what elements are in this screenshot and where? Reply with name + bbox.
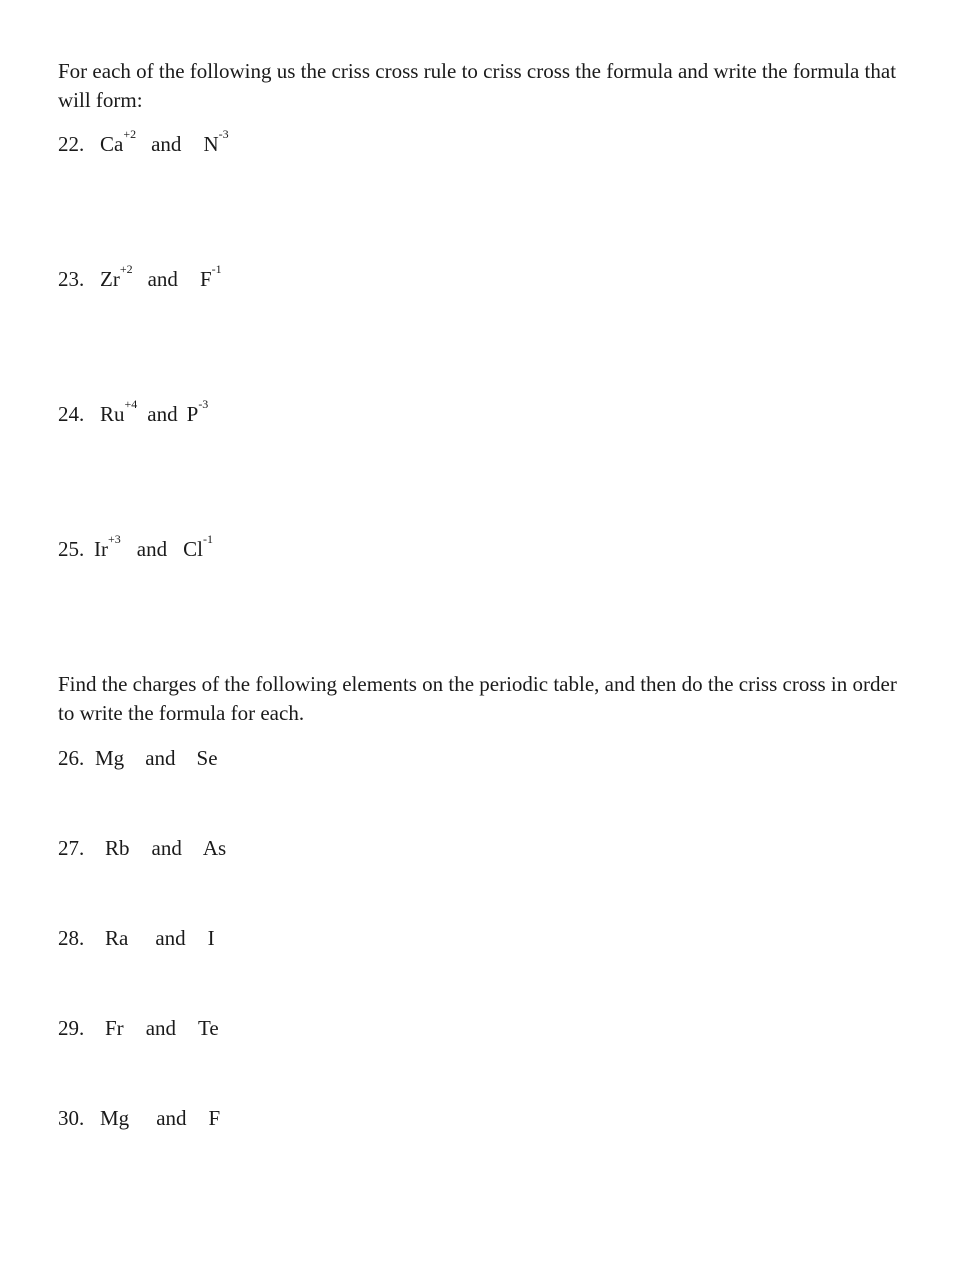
ion-2: $P^{-3}$ [186, 397, 209, 426]
ion-2: $N^{-3}$ [203, 127, 229, 156]
ion-1: $Ru^{+4}$ [100, 397, 138, 426]
element-1: Fr [105, 1016, 124, 1040]
conjunction: and [156, 1106, 187, 1130]
conjunction: and [136, 537, 168, 561]
conjunction: and [147, 267, 178, 291]
problem-number: 28. [58, 926, 85, 950]
element-2: I [207, 926, 215, 950]
element-2: F [208, 1106, 221, 1130]
charge-1: +3 [108, 532, 121, 546]
instructions-criss-cross: For each of the following us the criss cross rule to criss cross the formula and write the formula that will form: [58, 59, 897, 112]
element-2: As [202, 836, 227, 860]
problem-number: 24. [58, 402, 85, 426]
element-1: Mg [100, 1106, 130, 1130]
problem-30 [58, 1106, 220, 1130]
problem-23 [58, 262, 222, 291]
problem-number: 23. [58, 267, 85, 291]
problem-number: 25. [58, 537, 85, 561]
element-1: Ra [105, 926, 129, 950]
ion-1: $Ir^{+3}$ [94, 532, 121, 561]
conjunction: and [151, 836, 182, 860]
problem-number: 27. [58, 836, 85, 860]
charge-2: -3 [198, 397, 209, 411]
conjunction: and [151, 132, 182, 156]
ion-2: $Cl^{-1}$ [183, 532, 213, 561]
problem-22 [58, 127, 229, 156]
problem-number: 22. [58, 132, 85, 156]
conjunction: and [155, 926, 186, 950]
problem-26 [58, 746, 218, 770]
element-1: Rb [105, 836, 130, 860]
problem-number: 30. [58, 1106, 85, 1130]
element-2: Se [196, 746, 218, 770]
element-2: Te [198, 1016, 219, 1040]
ion-2: $F^{-1}$ [199, 262, 222, 291]
charge-2: -1 [202, 532, 213, 546]
conjunction: and [145, 1016, 177, 1040]
ion-1: $Ca^{+2}$ [100, 127, 137, 156]
problem-24 [58, 397, 209, 426]
element-1: Mg [95, 746, 125, 770]
charge-2: -1 [211, 262, 222, 276]
charge-1: +4 [124, 397, 138, 411]
charge-1: +2 [123, 127, 137, 141]
problem-27 [58, 836, 226, 860]
problem-number: 29. [58, 1016, 85, 1040]
problem-number: 26. [58, 746, 85, 770]
problem-28 [58, 926, 215, 950]
conjunction: and [145, 746, 176, 770]
charge-2: -3 [218, 127, 229, 141]
conjunction: and [147, 402, 178, 426]
problem-25 [58, 532, 213, 561]
instructions-periodic-table: Find the charges of the following elements on the periodic table, and then do the criss cross in order to write the formula for each. [58, 672, 897, 725]
problem-29 [58, 1016, 219, 1040]
charge-1: +2 [119, 262, 133, 276]
ion-1: $Zr^{+2}$ [100, 262, 133, 291]
